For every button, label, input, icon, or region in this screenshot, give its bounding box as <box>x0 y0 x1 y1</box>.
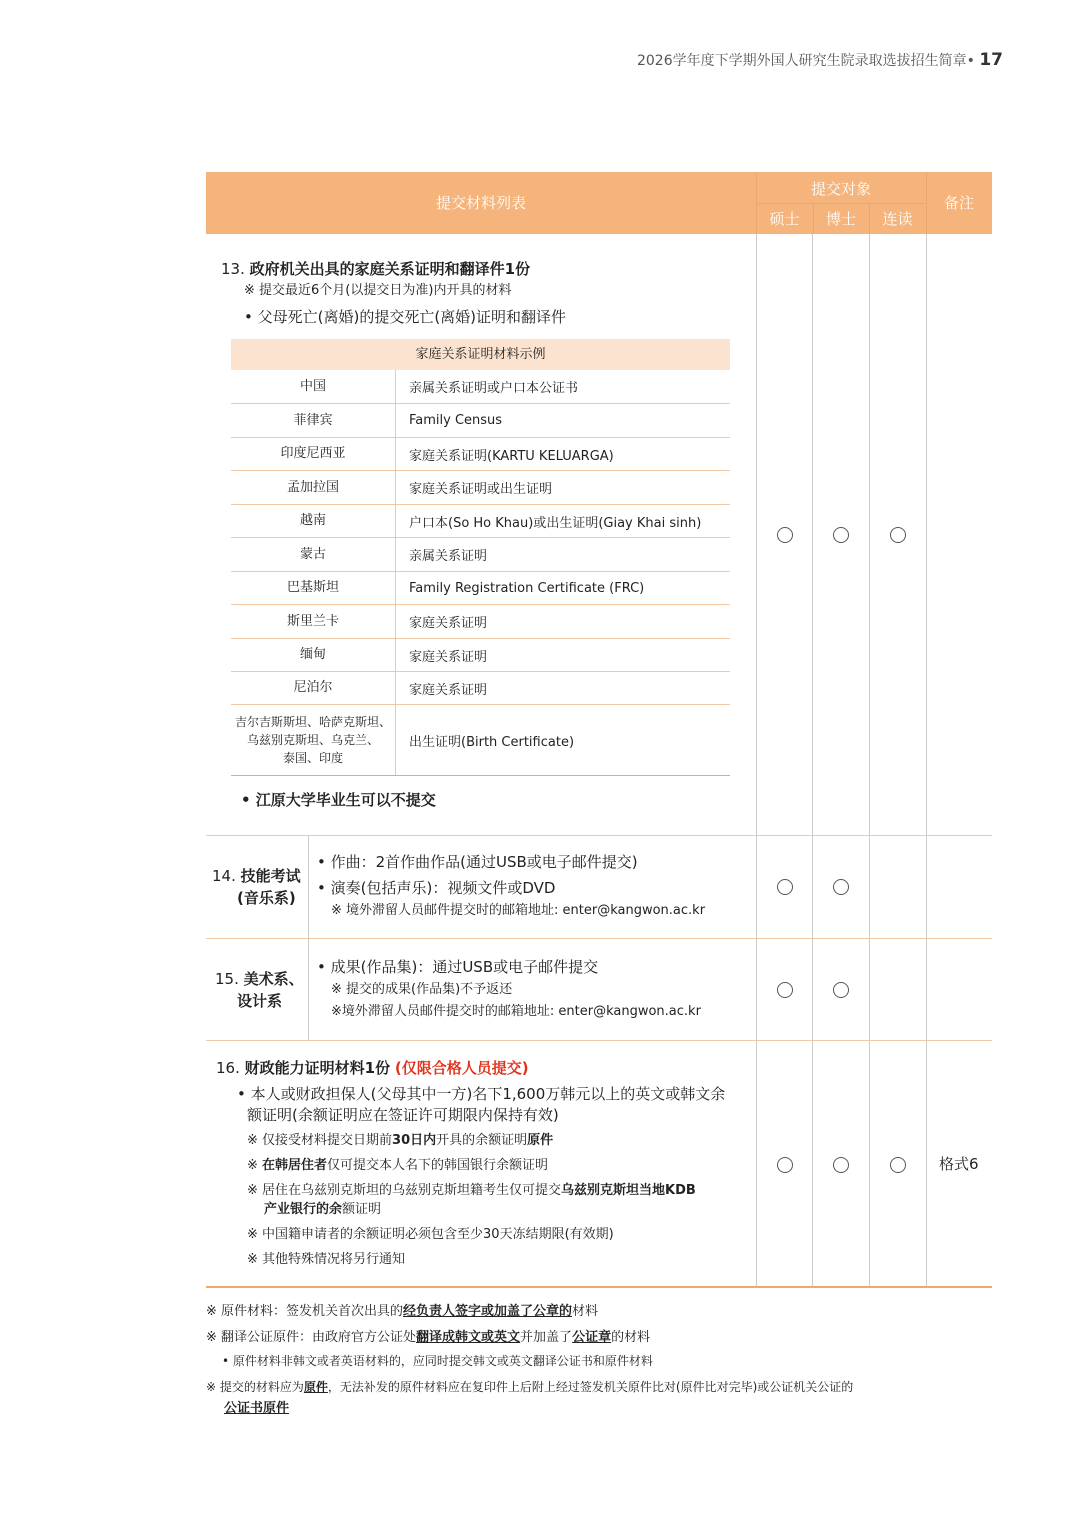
table-header <box>206 172 992 234</box>
col-divider <box>756 234 757 1287</box>
check-circle-icon <box>890 1157 906 1173</box>
item15-line: • 成果(作品集)：通过USB或电子邮件提交 <box>317 958 599 976</box>
col-combined: 连读 <box>882 210 913 228</box>
item15-line: ※ 提交的成果(作品集)不予返还 <box>331 982 513 997</box>
example-row: 吉尔吉斯斯坦、哈萨克斯坦、 乌兹别克斯坦、乌克兰、 泰国、印度 出生证明(Birth Certificate) <box>231 705 730 776</box>
item13-title: 13. 政府机关出具的家庭关系证明和翻译件1份 <box>221 260 531 278</box>
item14-title: 14. 技能考试 <box>212 867 301 885</box>
format-note: 格式6 <box>939 1155 979 1173</box>
col-notes: 备注 <box>943 194 974 212</box>
item14-line: • 演奏(包括声乐)：视频文件或DVD <box>317 879 556 897</box>
item15-title: 15. 美术系、 <box>215 970 304 988</box>
row-divider <box>206 835 992 836</box>
check-circle-icon <box>833 527 849 543</box>
page-number: 17 <box>979 50 1003 70</box>
check-circle-icon <box>833 1157 849 1173</box>
item13-exempt: • 江原大学毕业生可以不提交 <box>241 791 436 809</box>
item13-note: ※ 提交最近6个月(以提交日为准)内开具的材料 <box>244 283 512 298</box>
example-row: 斯里兰卡 家庭关系证明 <box>231 605 730 639</box>
table-bottom <box>206 1286 992 1288</box>
row-divider <box>206 1040 992 1041</box>
example-row: 蒙古 亲属关系证明 <box>231 538 730 572</box>
col-divider <box>812 234 813 1287</box>
check-circle-icon <box>777 879 793 895</box>
example-row: 越南 户口本(So Ho Khau)或出生证明(Giay Khai sinh) <box>231 505 730 538</box>
check-circle-icon <box>833 879 849 895</box>
example-row: 巴基斯坦 Family Registration Certificate (FRC) <box>231 572 730 605</box>
col-divider <box>869 234 870 1287</box>
footnote: ※ 翻译公证原件：由政府官方公证处翻译成韩文或英文并加盖了公证章的材料 <box>206 1330 651 1345</box>
col-divider <box>926 234 927 1287</box>
example-row: 菲律宾 Family Census <box>231 404 730 438</box>
row-divider <box>206 938 992 939</box>
check-circle-icon <box>890 527 906 543</box>
item16-title: 16. 财政能力证明材料1份 (仅限合格人员提交) <box>216 1059 529 1077</box>
example-row: 缅甸 家庭关系证明 <box>231 639 730 672</box>
check-circle-icon <box>777 982 793 998</box>
footnote: 公证书原件 <box>224 1401 290 1416</box>
example-row: 印度尼西亚 家庭关系证明(KARTU KELUARGA) <box>231 438 730 471</box>
col-doctor: 博士 <box>825 210 856 228</box>
footnote: • 原件材料非韩文或者英语材料的，应同时提交韩文或英文翻译公证书和原件材料 <box>222 1354 653 1368</box>
example-row: 中国 亲属关系证明或户口本公证书 <box>231 370 730 404</box>
check-circle-icon <box>777 1157 793 1173</box>
examples-header: 家庭关系证明材料示例 <box>231 339 730 370</box>
item14-line: ※ 境外滞留人员邮件提交时的邮箱地址: enter@kangwon.ac.kr <box>331 903 706 918</box>
col-materials: 提交材料列表 <box>435 194 526 212</box>
item13-note: • 父母死亡(离婚)的提交死亡(离婚)证明和翻译件 <box>244 308 567 326</box>
page-header: 2026学年度下学期外国人研究生院录取选拔招生简章• 17 <box>636 50 1003 70</box>
header-title: 2026学年度下学期外国人研究生院录取选拔招生简章 <box>636 53 967 69</box>
example-row: 尼泊尔 家庭关系证明 <box>231 672 730 705</box>
col-target: 提交对象 <box>810 180 871 198</box>
footnote: ※ 原件材料：签发机关首次出具的经负责人签字或加盖了公章的材料 <box>206 1304 599 1319</box>
check-circle-icon <box>777 527 793 543</box>
col-master: 硕士 <box>769 210 800 228</box>
example-row: 孟加拉国 家庭关系证明或出生证明 <box>231 471 730 505</box>
footnote: ※ 提交的材料应为原件，无法补发的原件材料应在复印件上后附上经过签发机关原件比对(原件比对完毕)或公证机关公证的 <box>206 1380 854 1394</box>
item15-line: ※境外滞留人员邮件提交时的邮箱地址: enter@kangwon.ac.kr <box>331 1004 701 1019</box>
check-circle-icon <box>833 982 849 998</box>
item14-line: • 作曲：2首作曲作品(通过USB或电子邮件提交) <box>317 853 638 871</box>
